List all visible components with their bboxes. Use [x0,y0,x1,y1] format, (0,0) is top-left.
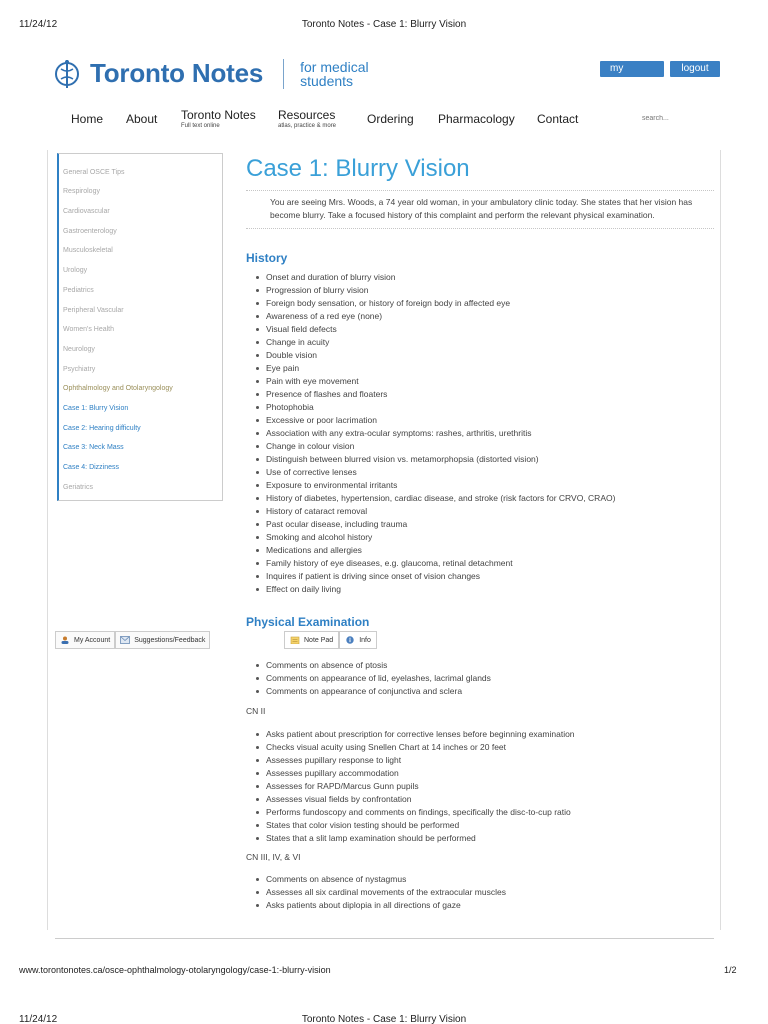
sidebar-case-4[interactable]: Case 4: Dizziness [63,464,120,471]
list-item: Double vision [256,349,615,362]
list-item: Effect on daily living [256,583,615,596]
list-item: Foreign body sensation, or history of foreign body in affected eye [256,297,615,310]
page-title: Case 1: Blurry Vision [246,155,470,182]
title-divider [246,190,714,191]
sidebar-item-peripheral-vascular[interactable]: Peripheral Vascular [63,307,124,314]
tagline-line2: students [300,72,354,89]
list-item: Assesses all six cardinal movements of the extraocular muscles [256,886,506,899]
main-nav [0,108,768,138]
sidebar [57,153,223,501]
sidebar-item-psychiatry[interactable]: Psychiatry [63,366,96,373]
list-item: Comments on absence of nystagmus [256,873,506,886]
sidebar-item-urology[interactable]: Urology [63,267,88,274]
info-tab-label: Info [359,636,371,644]
list-item: Photophobia [256,401,615,414]
info-tab[interactable] [339,631,377,649]
list-item: Excessive or poor lacrimation [256,414,615,427]
list-item: Onset and duration of blurry vision [256,271,615,284]
list-item: Visual field defects [256,323,615,336]
list-item: Assesses visual fields by confrontation [256,793,575,806]
logo-divider [283,59,284,89]
nav-about[interactable]: About [126,112,158,126]
brand-name: Toronto Notes [90,58,264,88]
exam-general-list [256,659,491,698]
list-item: History of cataract removal [256,505,615,518]
nav-home[interactable]: Home [71,112,104,126]
list-item: History of diabetes, hypertension, cardiac disease, and stroke (risk factors for CRVO, CRAO) [256,492,615,505]
history-list [256,271,615,596]
list-item: Family history of eye diseases, e.g. glaucoma, retinal detachment [256,557,615,570]
sidebar-item-womens-health[interactable]: Women's Health [63,326,115,333]
print-date-page2: 11/24/12 [19,1014,58,1024]
list-item: Use of corrective lenses [256,466,615,479]
print-page-number: 1/2 [724,965,737,975]
nav-contact[interactable]: Contact [537,112,579,126]
notepad-icon [290,636,300,644]
nav-ordering[interactable]: Ordering [367,112,414,126]
cn346-list [256,873,506,912]
logout-button[interactable]: logout [670,61,720,77]
list-item: Smoking and alcohol history [256,531,615,544]
my-account-tab-label: My Account [74,636,111,644]
list-item: Performs fundoscopy and comments on findings, specifically the disc-to-cup ratio [256,806,575,819]
nav-resources-sub: atlas, practice & more [278,123,337,129]
nav-toronto-notes[interactable] [181,108,256,129]
list-item: Assesses for RAPD/Marcus Gunn pupils [256,780,575,793]
list-item: Assesses pupillary accommodation [256,767,575,780]
sidebar-item-ophthalmology[interactable]: Ophthalmology and Otolaryngology [63,385,173,392]
cn2-list [256,728,575,845]
content-bottom-divider [55,938,714,939]
page-border-right [720,150,721,930]
feedback-tab[interactable] [115,631,210,649]
case-intro: You are seeing Mrs. Woods, a 74 year old woman, in your ambulatory clinic today. She states that her vision has become blurry. Take a focused history of this complaint and perform the relevant physical examination. [270,197,693,220]
sidebar-item-cardiovascular[interactable]: Cardiovascular [63,208,110,215]
list-item: States that a slit lamp examination should be performed [256,832,575,845]
list-item: Presence of flashes and floaters [256,388,615,401]
user-icon [60,636,70,644]
sidebar-item-geriatrics[interactable]: Geriatrics [63,484,93,491]
envelope-icon [120,636,130,644]
sidebar-tabs [55,631,210,649]
sidebar-case-1[interactable]: Case 1: Blurry Vision [63,405,129,412]
note-pad-tab-label: Note Pad [304,636,334,644]
nav-toronto-notes-sub: Full text online [181,123,220,129]
my-account-button[interactable]: my account [600,61,664,77]
cn346-label: CN III, IV, & VI [246,852,301,862]
caduceus-logo-icon [52,59,82,89]
note-pad-tab[interactable] [284,631,339,649]
list-item: Pain with eye movement [256,375,615,388]
list-item: States that color vision testing should be performed [256,819,575,832]
nav-toronto-notes-label: Toronto Notes [181,108,256,122]
list-item: Past ocular disease, including trauma [256,518,615,531]
exam-tabs [284,631,377,649]
list-item: Change in colour vision [256,440,615,453]
sidebar-item-general-osce-tips[interactable]: General OSCE Tips [63,169,125,176]
sidebar-item-gastroenterology[interactable]: Gastroenterology [63,228,117,235]
list-item: Medications and allergies [256,544,615,557]
account-buttons [600,61,720,90]
search-input[interactable] [642,115,712,122]
list-item: Comments on absence of ptosis [256,659,491,672]
list-item: Inquires if patient is driving since onset of vision changes [256,570,615,583]
intro-divider [246,228,714,229]
list-item: Change in acuity [256,336,615,349]
nav-resources[interactable] [278,108,336,129]
sidebar-case-2[interactable]: Case 2: Hearing difficulty [63,425,141,432]
my-account-tab[interactable] [55,631,115,649]
print-date: 11/24/12 [19,19,58,30]
brand-tagline [300,60,368,88]
feedback-tab-label: Suggestions/Feedback [134,636,206,644]
list-item: Comments on appearance of conjunctiva and sclera [256,685,491,698]
sidebar-item-respirology[interactable]: Respirology [63,188,100,195]
list-item: Awareness of a red eye (none) [256,310,615,323]
site-logo[interactable] [52,58,369,89]
list-item: Assesses pupillary response to light [256,754,575,767]
sidebar-case-3[interactable]: Case 3: Neck Mass [63,444,124,451]
nav-resources-label: Resources [278,108,336,122]
list-item: Checks visual acuity using Snellen Chart at 14 inches or 20 feet [256,741,575,754]
list-item: Asks patient about prescription for corrective lenses before beginning examination [256,728,575,741]
list-item: Asks patients about diplopia in all directions of gaze [256,899,506,912]
sidebar-item-pediatrics[interactable]: Pediatrics [63,287,94,294]
sidebar-item-neurology[interactable]: Neurology [63,346,95,353]
list-item: Distinguish between blurred vision vs. metamorphopsia (distorted vision) [256,453,615,466]
print-title-page2: Toronto Notes - Case 1: Blurry Vision [301,1014,467,1024]
list-item: Association with any extra-ocular symptoms: rashes, arthritis, urethritis [256,427,615,440]
info-icon [345,636,355,644]
print-title: Toronto Notes - Case 1: Blurry Vision [301,19,467,30]
nav-pharmacology[interactable]: Pharmacology [438,112,515,126]
list-item: Eye pain [256,362,615,375]
list-item: Comments on appearance of lid, eyelashes, lacrimal glands [256,672,491,685]
cn2-label: CN II [246,706,266,716]
history-heading: History [246,251,288,265]
exam-heading: Physical Examination [246,615,370,629]
print-url: www.torontonotes.ca/osce-ophthalmology-otolaryngology/case-1:-blurry-vision [19,965,331,975]
page-border-left [47,150,48,930]
tagline-line1: for medical [300,58,369,75]
list-item: Exposure to environmental irritants [256,479,615,492]
list-item: Progression of blurry vision [256,284,615,297]
sidebar-item-musculoskeletal[interactable]: Musculoskeletal [63,247,113,254]
